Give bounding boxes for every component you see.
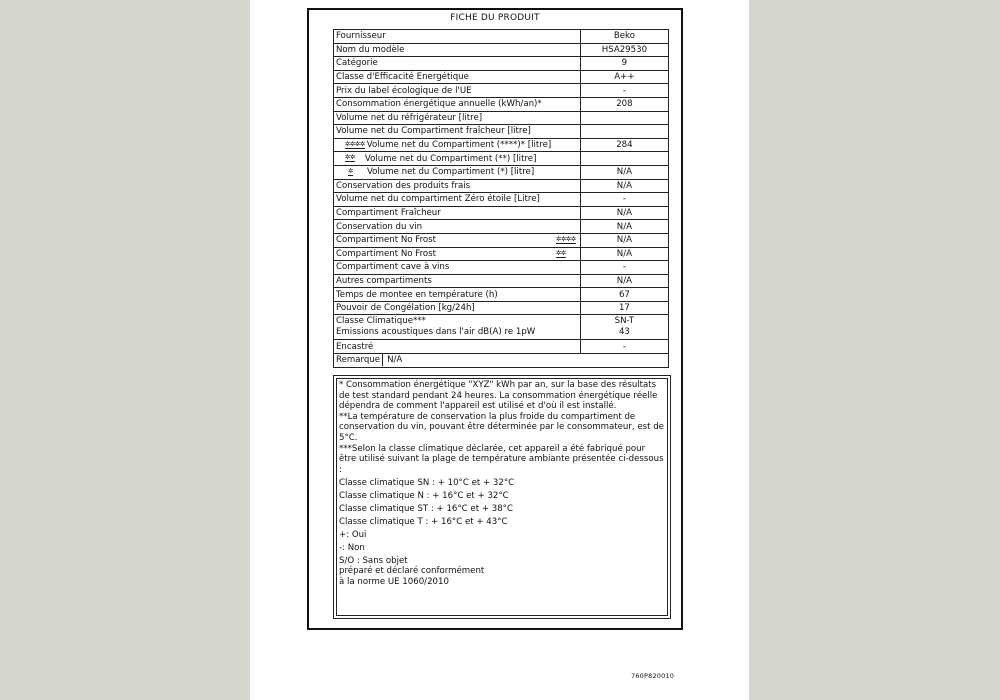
row-label: Volume net du Compartiment (****)* [litre] <box>366 140 552 151</box>
table-row <box>334 288 669 302</box>
row-value: 17 <box>580 301 668 315</box>
row-label-one-star <box>334 165 581 179</box>
row-value <box>580 152 668 166</box>
note-line: préparé et déclaré conformément <box>339 566 485 577</box>
row-value: N/A <box>580 247 668 261</box>
row-label-no-frost-freezer <box>334 233 581 247</box>
row-value: - <box>580 193 668 207</box>
document-page <box>250 0 749 700</box>
row-label-no-frost-two-star <box>334 247 581 261</box>
row-value: 9 <box>580 57 668 71</box>
row-value: N/A <box>580 206 668 220</box>
row-label: Consommation énergétique annuelle (kWh/an)* <box>334 97 581 111</box>
one-star-compartment-icon: ✲ <box>348 166 353 175</box>
row-label: Fournisseur <box>334 30 581 44</box>
four-star-freezer-icon: ✲✲✲✲ <box>345 139 365 148</box>
row-value: 208 <box>580 97 668 111</box>
note-line: Classe climatique N : + 16°C et + 32°C <box>339 490 509 501</box>
table-row <box>334 206 669 220</box>
table-row <box>334 301 669 315</box>
row-label: Volume net du Compartiment (**) [litre] <box>364 153 537 164</box>
row-value: N/A <box>580 274 668 288</box>
row-label: Classe d'Efficacité Energétique <box>334 70 581 84</box>
row-label: Volume net du Compartiment fraîcheur [litre] <box>334 125 581 139</box>
row-label-climate-acoustic <box>334 315 581 340</box>
row-value: - <box>580 84 668 98</box>
row-label: Classe Climatique*** <box>336 316 426 327</box>
spec-table <box>333 29 669 368</box>
row-value: - <box>580 340 668 354</box>
note-line: S/O : Sans objet <box>339 555 408 566</box>
row-value: N/A <box>580 220 668 234</box>
two-star-compartment-icon: ✲✲ <box>555 248 566 257</box>
row-value: Beko <box>580 30 668 44</box>
row-label-two-star <box>334 152 581 166</box>
product-sheet <box>307 8 683 630</box>
table-row <box>334 138 669 152</box>
note-line: à la norme UE 1060/2010 <box>339 576 449 587</box>
table-row <box>334 97 669 111</box>
row-label: Volume net du Compartiment (*) [litre] <box>366 167 535 178</box>
row-value: A++ <box>580 70 668 84</box>
row-value: SN-T <box>614 316 635 327</box>
note-line: Classe climatique SN : + 10°C et + 32°C <box>339 477 515 488</box>
sheet-title: FICHE DU PRODUIT <box>450 13 540 23</box>
notes-box <box>333 375 671 619</box>
row-value: 43 <box>618 327 630 338</box>
table-row <box>334 70 669 84</box>
note-energy: * Consommation énergétique "XYZ" kWh par an, sur la base des résultats de test standard pendant 24 heures. La consommation énergétique réelle dépendra de comment l'appareil est utilisé et d'où il est installé. <box>339 380 658 412</box>
table-row <box>334 125 669 139</box>
remark-row <box>334 354 669 368</box>
row-label: Nom du modèle <box>334 43 581 57</box>
table-row <box>334 84 669 98</box>
table-row <box>334 57 669 71</box>
row-value <box>580 125 668 139</box>
table-row <box>334 165 669 179</box>
row-label: Compartiment cave à vins <box>334 261 581 275</box>
row-label: Prix du label écologique de l'UE <box>334 84 581 98</box>
table-row <box>334 43 669 57</box>
note-climate-class: ***Selon la classe climatique déclarée, cet appareil a été fabriqué pour être utilisé suivant la plage de température ambiante présentée ci-dessous : <box>339 443 664 475</box>
row-label: Compartiment No Frost <box>336 235 437 246</box>
table-row <box>334 111 669 125</box>
table-row <box>334 354 669 368</box>
note-line: -: Non <box>339 542 365 553</box>
row-value: 284 <box>580 138 668 152</box>
row-value <box>580 111 668 125</box>
table-row <box>334 220 669 234</box>
row-label: Autres compartiments <box>334 274 581 288</box>
document-code: 760P820010 <box>631 672 675 680</box>
row-value: N/A <box>580 233 668 247</box>
row-value: - <box>580 261 668 275</box>
table-row <box>334 274 669 288</box>
table-row <box>334 30 669 44</box>
row-label: Catégorie <box>334 57 581 71</box>
row-value-climate-acoustic <box>580 315 668 340</box>
table-row <box>334 193 669 207</box>
note-line: Classe climatique ST : + 16°C et + 38°C <box>339 503 513 514</box>
table-row <box>334 261 669 275</box>
table-row <box>334 152 669 166</box>
table-row <box>334 340 669 354</box>
row-label: Conservation du vin <box>334 220 581 234</box>
row-label: Volume net du compartiment Zéro étoile [Litre] <box>334 193 581 207</box>
row-label: Pouvoir de Congélation [kg/24h] <box>334 301 581 315</box>
notes-text <box>336 378 668 616</box>
table-row <box>334 247 669 261</box>
row-value: N/A <box>580 179 668 193</box>
note-line: +: Oui <box>339 529 367 540</box>
row-label-four-star <box>334 138 581 152</box>
row-label: Conservation des produits frais <box>334 179 581 193</box>
row-label: Compartiment Fraîcheur <box>334 206 581 220</box>
row-value: N/A <box>580 165 668 179</box>
note-line: Classe climatique T : + 16°C et + 43°C <box>339 516 508 527</box>
table-row <box>334 179 669 193</box>
note-wine-temperature: **La température de conservation la plus froide du compartiment de conservation du vin, pouvant être déterminée par le consommateur, est de 5°C. <box>339 411 664 443</box>
two-star-compartment-icon: ✲✲ <box>345 153 355 162</box>
remark-label: Remarque <box>336 354 383 366</box>
row-label: Emissions acoustiques dans l'air dB(A) re 1pW <box>336 327 536 338</box>
row-label: Volume net du réfrigérateur [litre] <box>334 111 581 125</box>
row-label: Encastré <box>334 340 581 354</box>
three-star-freezer-icon: ✲✲✲✲ <box>556 235 576 244</box>
table-row <box>334 233 669 247</box>
remark-value: N/A <box>387 355 403 366</box>
row-value: HSA29530 <box>580 43 668 57</box>
row-value: 67 <box>580 288 668 302</box>
row-label: Temps de montee en température (h) <box>334 288 581 302</box>
table-row <box>334 315 669 340</box>
row-label: Compartiment No Frost <box>336 248 437 259</box>
